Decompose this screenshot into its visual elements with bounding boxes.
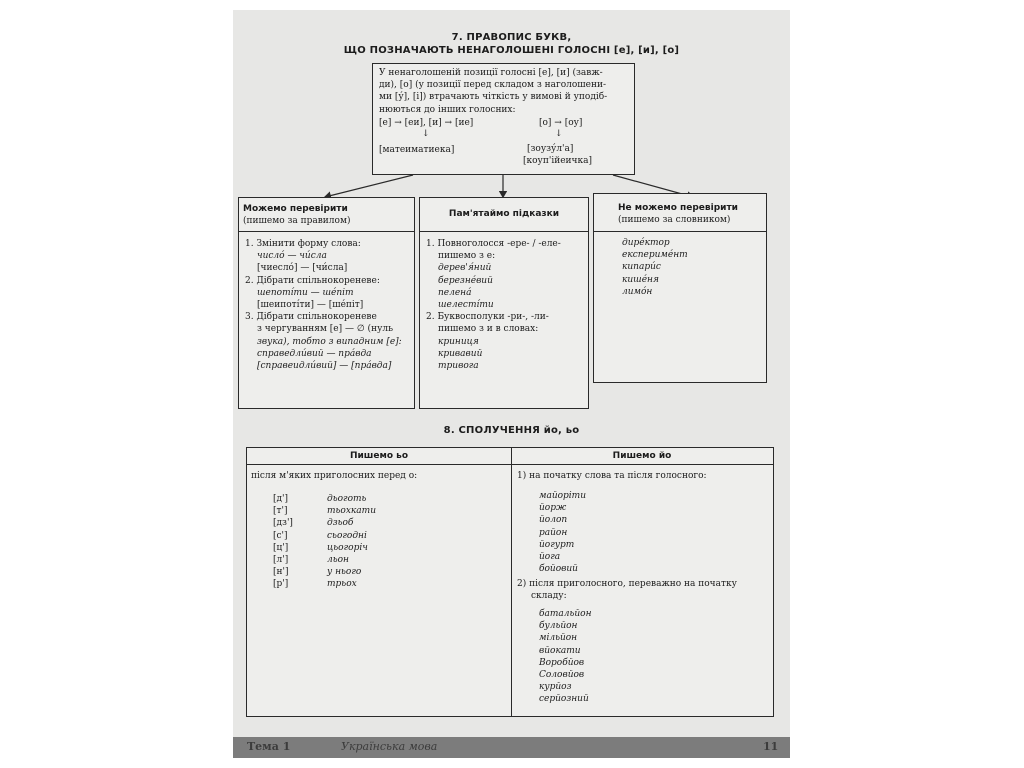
example-word: майоріти	[539, 491, 587, 501]
body-line: 2. Дібрати спільнокореневе:	[245, 275, 380, 286]
right-header: Пишемо йо	[612, 451, 672, 461]
section7-title-line2: ЩО ПОЗНАЧАЮТЬ НЕНАГОЛОШЕНІ ГОЛОСНІ [е], [и], [о]	[343, 45, 680, 56]
right-word-list-2	[539, 608, 592, 706]
example-word: Соловйов	[539, 670, 585, 681]
example-word: вйокати	[539, 645, 581, 656]
arrow-down-icon: ↓	[555, 129, 563, 139]
sound-list	[273, 493, 293, 591]
rule-line: У ненаголошеній позиції голосні [е], [и] (завж-	[379, 68, 603, 78]
body-line: шелесті́ти	[438, 300, 494, 311]
example-word: трьох	[327, 579, 357, 590]
column-body	[245, 238, 402, 372]
formula-left: [е] → [еи], [и] → [иe]	[379, 118, 474, 128]
dictionary-word: кипари́с	[622, 262, 661, 273]
rule-text	[379, 67, 631, 116]
body-line: кривавий	[438, 348, 483, 359]
column-body	[426, 238, 561, 372]
example-word: льон	[327, 555, 349, 566]
right-rule-2: 2) після приголосного, переважно на початку	[517, 579, 737, 589]
body-line: [справеидли́вий] — [пра́вда]	[257, 361, 392, 372]
example-word: район	[539, 527, 568, 538]
column-hints	[419, 197, 589, 409]
arrow-down-icon: ↓	[422, 129, 430, 139]
example-word: у нього	[327, 567, 362, 578]
sound: [р']	[273, 579, 289, 590]
rule-line: ди), [о] (у позиції перед складом з наголошени-	[379, 80, 606, 91]
example-word: курйоз	[539, 682, 572, 693]
example-right-2: [коуп'ійеичка]	[523, 156, 592, 166]
footer-subject: Українська мова	[341, 740, 438, 753]
body-line: [шеипоті́ти] — [ше́піт]	[257, 300, 364, 311]
example-word: Воробйов	[539, 657, 585, 668]
divider	[594, 231, 766, 232]
section8-title: 8. СПОЛУЧЕННЯ йо, ьо	[443, 425, 580, 436]
body-line: криниця	[438, 336, 479, 347]
body-line: дерев'я́ний	[438, 263, 492, 274]
example-word: йога	[539, 552, 561, 563]
column-header-sub: (пишемо за словником)	[618, 215, 731, 225]
example-word: йолоп	[539, 515, 568, 526]
body-line: справедли́вий — пра́вда	[257, 348, 372, 359]
footer-theme: Тема 1	[247, 740, 291, 753]
column-header: Можемо перевірити	[243, 204, 348, 214]
header-divider	[247, 464, 773, 465]
arrow-left-icon	[325, 175, 413, 197]
left-header: Пишемо ьо	[349, 451, 409, 461]
body-line: пишемо з е:	[438, 251, 496, 262]
example-word: бойовий	[539, 564, 578, 575]
column-divider	[511, 448, 512, 716]
sound: [ц']	[273, 542, 289, 553]
column-header: Пам'ятаймо підказки	[448, 209, 560, 219]
word-list	[327, 493, 376, 591]
formula-right: [о] → [оу]	[539, 118, 583, 128]
body-line: 3. Дібрати спільнокореневе	[245, 312, 377, 323]
example-word: цьогоріч	[327, 542, 368, 553]
column-can-check	[238, 197, 415, 409]
right-word-list-1	[539, 490, 586, 575]
body-line: з чергуванням [е] — ∅ (нуль	[257, 324, 393, 335]
rule-box	[372, 63, 635, 175]
example-word: бульйон	[539, 621, 578, 632]
body-line: число́ — чи́сла	[257, 251, 327, 262]
example-word: тьохкати	[327, 506, 376, 517]
example-word: дзьоб	[327, 518, 354, 529]
rule-line: ми [у́], [і]) втрачають чіткість у вимові й уподіб-	[379, 92, 608, 103]
page-footer	[233, 737, 790, 758]
divider	[239, 231, 414, 232]
page-number: 11	[763, 740, 779, 753]
column-cannot-check	[593, 193, 767, 383]
example-word: мільйон	[539, 633, 578, 644]
column-header: Не можемо перевірити	[618, 203, 738, 213]
rule-line: нюються до інших голосних:	[379, 104, 516, 115]
body-line: 2. Буквосполуки -ри-, -ли-	[426, 312, 549, 323]
body-line: [чиесло́] — [чи́сла]	[257, 263, 348, 274]
example-word: йогурт	[539, 539, 575, 550]
sound: [т']	[273, 506, 288, 517]
example-word: йорж	[539, 503, 567, 514]
body-line: пишемо з и в словах:	[438, 324, 539, 335]
sound: [л']	[273, 555, 289, 566]
dictionary-word: лимо́н	[622, 286, 653, 297]
body-line: 1. Змінити форму слова:	[245, 239, 361, 249]
right-rule-1: 1) на початку слова та після голосного:	[517, 471, 707, 481]
sound: [д']	[273, 494, 289, 504]
yo-table	[246, 447, 774, 717]
example-left: [матеиматиека]	[379, 145, 455, 155]
body-line: 1. Повноголосся -ере- / -еле-	[426, 239, 561, 249]
body-line: тривога	[438, 361, 479, 372]
body-line: звука), тобто з випадним [е]:	[257, 336, 402, 347]
body-line: шепоті́ти — ше́піт	[257, 287, 354, 298]
sound: [н']	[273, 567, 289, 578]
left-intro: після м'яких приголосних перед о:	[251, 471, 418, 481]
divider	[420, 231, 588, 232]
example-word: дьоготь	[327, 494, 367, 504]
example-word: серйозний	[539, 694, 589, 705]
column-header-sub: (пишемо за правилом)	[243, 216, 351, 226]
dictionary-word: кише́ня	[622, 274, 659, 285]
section7-title-line1: 7. ПРАВОПИС БУКВ,	[451, 32, 572, 43]
textbook-page	[233, 10, 790, 758]
sound: [дз']	[273, 518, 293, 529]
right-rule-2-cont: складу:	[531, 591, 567, 601]
sound: [с']	[273, 530, 288, 541]
body-line: пелена́	[438, 287, 472, 298]
example-right-1: [зоузу́л'а]	[527, 144, 574, 154]
body-line: березне́вий	[438, 275, 493, 286]
dictionary-word: дире́ктор	[622, 238, 670, 248]
dictionary-word: експериме́нт	[622, 250, 688, 261]
example-word: батальйон	[539, 609, 592, 619]
example-word: сьогодні	[327, 530, 367, 541]
dictionary-words	[622, 237, 688, 298]
